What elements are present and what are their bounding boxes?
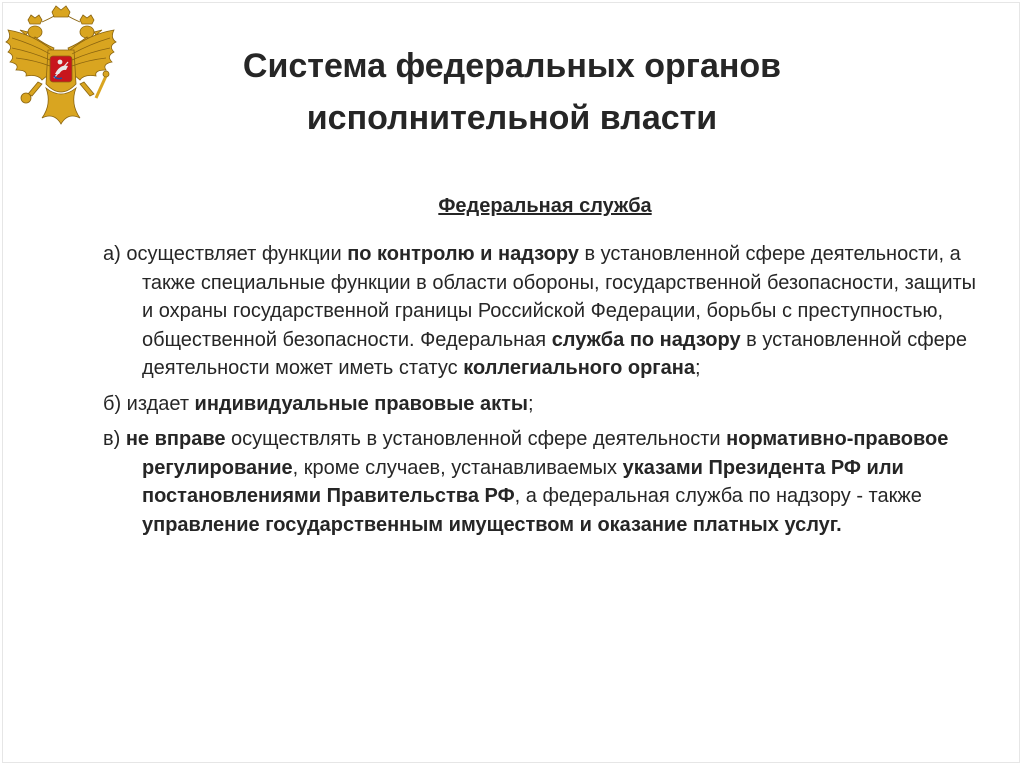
emphasis-text: не вправе (125, 428, 226, 450)
body-text-run: в) (103, 428, 126, 450)
body-text-run: , кроме случаев, устанавливаемых (292, 456, 623, 479)
emphasis-text: служба по надзору (551, 328, 741, 351)
emphasis-text: по контролю и надзору (347, 243, 579, 265)
body-text (103, 240, 983, 546)
paragraph-c (103, 425, 983, 539)
section-subtitle: Федеральная служба (438, 195, 652, 217)
body-text-run: ; (694, 357, 701, 379)
emphasis-text: нормативно-правовое регулирование (142, 428, 949, 479)
emphasis-text: индивидуальные правовые акты (194, 392, 528, 415)
paragraph-b (103, 390, 983, 419)
body-text-run: в установленной сфере деятельности, а также специальные функции в области обороны, государственной безопасности, защиты и охраны государственной границы Российской Федерации, борьбы с преступностью, общественной безопасности. Федеральная (142, 243, 977, 351)
body-text-run: в установленной сфере деятельности может иметь статус (142, 328, 968, 379)
body-text-run: б) издает (103, 392, 195, 415)
emphasis-text: указами Президента РФ или постановлениями Правительства РФ (142, 456, 904, 507)
paragraph-a (103, 240, 983, 383)
body-text-run: , а федеральная служба по надзору - также (514, 485, 922, 507)
title-line-1: Система федеральных органов (242, 47, 782, 85)
body-text-run: осуществлять в установленной сфере деятельности (225, 428, 727, 450)
emphasis-text: коллегиального органа (463, 357, 695, 379)
page-title (140, 40, 884, 144)
emphasis-text: управление государственным имуществом и оказание платных услуг. (142, 513, 842, 536)
body-text-run: ; (528, 392, 534, 415)
body-text-run: а) осуществляет функции (103, 243, 348, 265)
coat-of-arms-icon (2, 4, 120, 134)
title-line-2: исполнительной власти (306, 99, 718, 137)
